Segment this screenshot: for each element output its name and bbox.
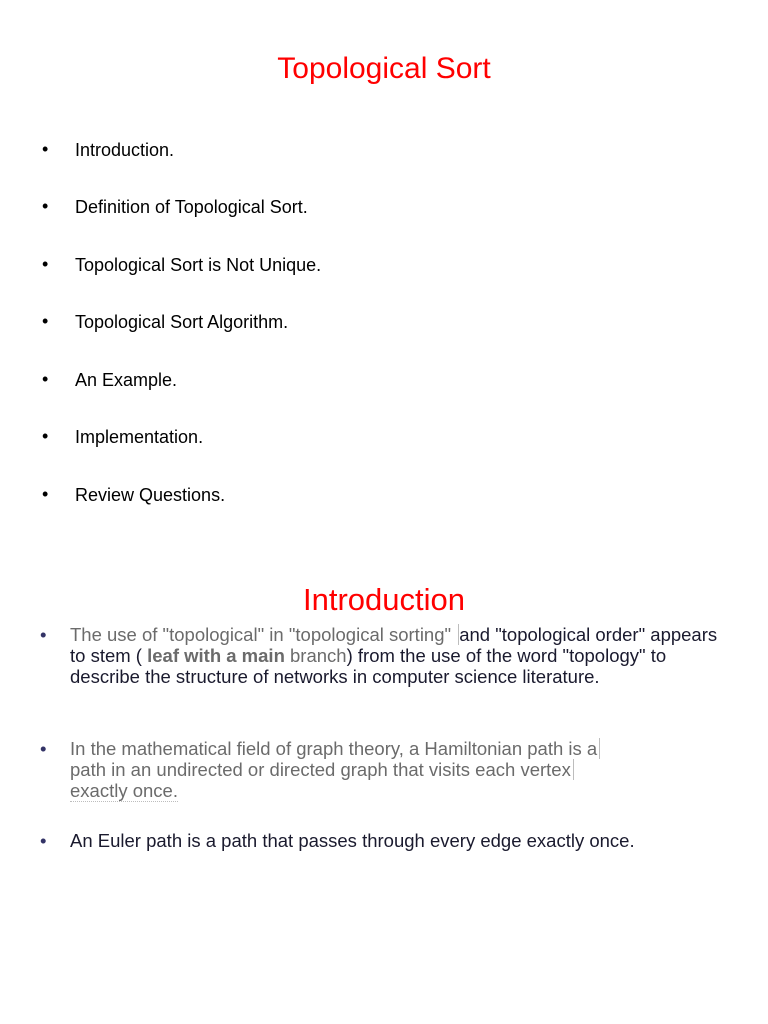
bullet-icon: • bbox=[42, 369, 49, 389]
bullet-icon: • bbox=[42, 311, 49, 331]
bullet-icon: • bbox=[40, 830, 47, 851]
slide-title: Topological Sort bbox=[277, 52, 491, 85]
paragraph-text: ) from the use of the word "topology" to describe the structure of networks in computer science literature. bbox=[70, 645, 667, 687]
paragraph-line: In the mathematical field of graph theory, a Hamiltonian path is a bbox=[70, 738, 600, 759]
paragraph-text: and "topological order" appears to stem ( bbox=[70, 624, 718, 666]
slide-topological-sort: Topological Sort • Introduction. • Definition of Topological Sort. • Topological Sort is Not Unique. • Topological Sort Algorithm. • An Example. • Implementation. • Review Questions. bbox=[0, 0, 768, 540]
bullet-icon: • bbox=[42, 254, 49, 274]
bullet-icon: • bbox=[40, 624, 47, 645]
bullet-icon: • bbox=[42, 426, 49, 446]
paragraph-text: An Euler path is a path that passes through every edge exactly once. bbox=[70, 830, 635, 851]
paragraph-line: exactly once. bbox=[70, 780, 178, 801]
paragraph-line: path in an undirected or directed graph that visits each vertex bbox=[70, 759, 574, 780]
slide-introduction bbox=[0, 560, 768, 1000]
bullet-icon: • bbox=[40, 738, 47, 759]
bullet-icon: • bbox=[42, 196, 49, 216]
highlighted-text: The use of "topological" in "topological sorting" bbox=[70, 624, 459, 645]
highlighted-text: leaf with a main bbox=[147, 645, 285, 666]
bullet-icon: • bbox=[42, 139, 49, 159]
highlighted-text: branch bbox=[284, 645, 347, 666]
bullet-icon: • bbox=[42, 484, 49, 504]
slide-title: Introduction bbox=[303, 582, 465, 617]
